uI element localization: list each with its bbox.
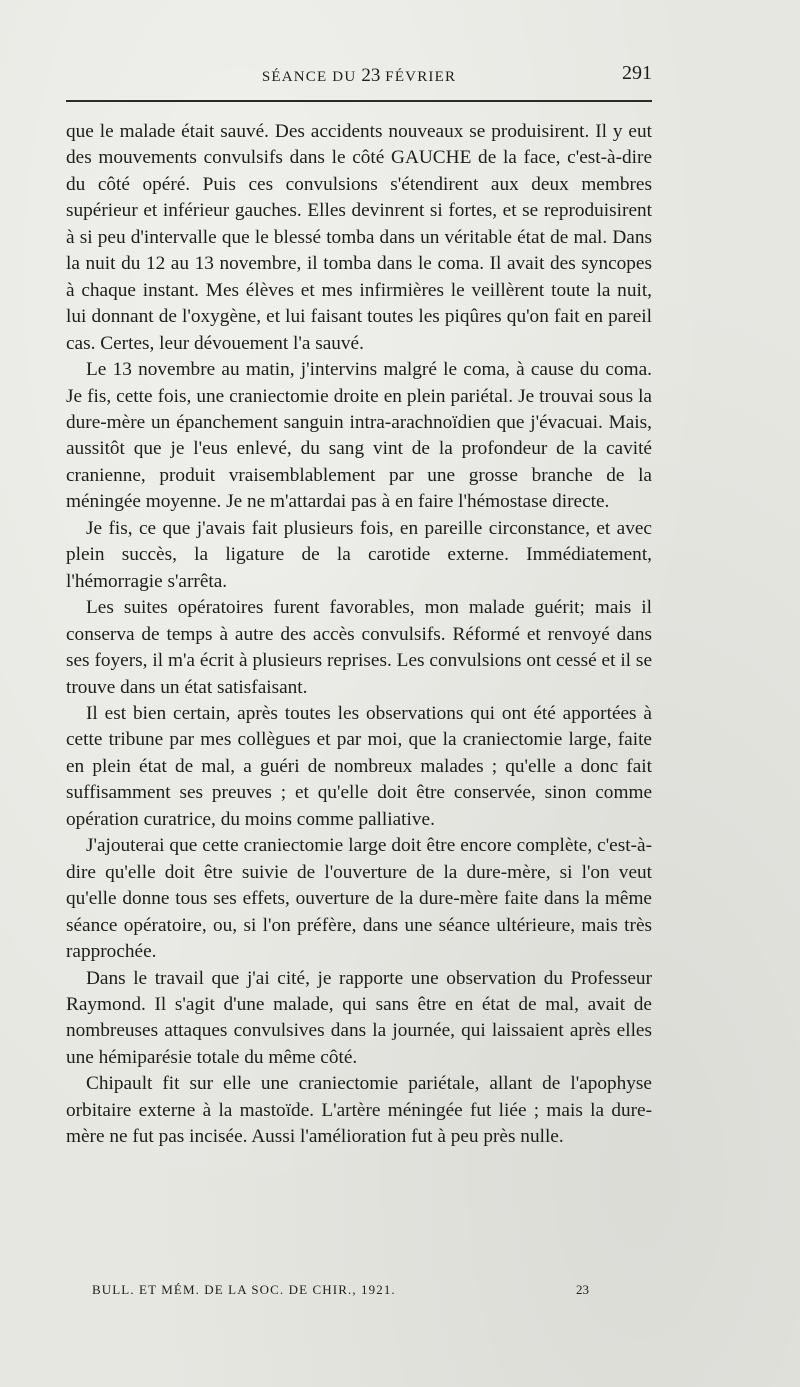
page-number: 291: [622, 62, 652, 84]
running-title-prefix: SÉANCE DU: [261, 69, 362, 85]
paragraph: J'ajouterai que cette craniectomie large doit être encore complète, c'est-à-dire qu'elle doit être suivie de l'ouverture de la dure-mère, si l'on veut qu'elle donne tous ses effets, ouverture de la dure-mère faite dans la même séance opératoire, ou, si l'on préfère, dans une séance ultérieure, mais très rapprochée.: [66, 835, 652, 963]
running-head: [66, 62, 652, 86]
running-title-day: 23: [361, 65, 381, 86]
paragraph: Les suites opératoires furent favorables, mon malade guérit; mais il conserva de temps à autre des accès convulsifs. Réformé et renvoyé dans ses foyers, il m'a écrit à plusieurs reprises. Les convulsions ont cessé et il se trouve dans un état satisfaisant.: [66, 597, 652, 698]
header-rule: [66, 100, 652, 102]
paragraph: que le malade était sauvé. Des accidents nouveaux se produisirent. Il y eut des mouvements convulsifs dans le côté GAUCHE de la face, c'est-à-dire du côté opéré. Puis ces convulsions s'étendirent aux deux membres supérieur et inférieur gauches. Elles devinrent si fortes, et se reproduisirent à si peu d'intervalle que le blessé tomba dans un véritable état de mal. Dans la nuit du 12 au 13 novembre, il tomba dans le coma. Il avait des syncopes à chaque instant. Mes élèves et mes infirmières le veillèrent toute la nuit, lui donnant de l'oxygène, et lui faisant toutes les piqûres qu'on fait en pareil cas. Certes, leur dévouement l'a sauvé.: [66, 121, 652, 354]
signature-line: [66, 1280, 652, 1300]
signature-number: 23: [576, 1282, 589, 1297]
running-title-month: FÉVRIER: [380, 69, 457, 85]
signature-text: BULL. ET MÉM. DE LA SOC. DE CHIR., 1921.: [92, 1282, 396, 1297]
paragraph: Il est bien certain, après toutes les observations qui ont été apportées à cette tribune par mes collègues et par moi, que la craniectomie large, faite en plein état de mal, a guéri de nombreux malades ; qu'elle a donc fait suffisamment ses preuves ; et qu'elle doit être conservée, sinon comme opération curatrice, du moins comme palliative.: [66, 702, 652, 830]
paragraph: Le 13 novembre au matin, j'intervins malgré le coma, à cause du coma. Je fis, cette fois, une craniectomie droite en plein pariétal. Je trouvai sous la dure-mère un épanchement sanguin intra-arachnoïdien que j'évacuai. Mais, aussitôt que je l'eus enlevé, du sang vint de la profondeur de la cavité cranienne, produit vraisemblablement par une grosse branche de la méningée moyenne. Je ne m'attardai pas à en faire l'hémostase directe.: [66, 359, 652, 513]
running-title: [66, 65, 652, 87]
paragraph: Dans le travail que j'ai cité, je rapporte une observation du Professeur Raymond. Il s'agit d'une malade, qui sans être en état de mal, avait de nombreuses attaques convulsives dans la journée, qui laissaient après elles une hémiparésie totale du même côté.: [66, 967, 652, 1068]
paragraph: Je fis, ce que j'avais fait plusieurs fois, en pareille circonstance, et avec plein succès, la ligature de la carotide externe. Immédiatement, l'hémorragie s'arrêta.: [66, 517, 652, 592]
body-text: [66, 119, 652, 1151]
paragraph: Chipault fit sur elle une craniectomie pariétale, allant de l'apophyse orbitaire externe à la mastoïde. L'artère méningée fut liée ; mais la dure-mère ne fut pas incisée. Aussi l'amélioration fut à peu près nulle.: [66, 1073, 652, 1148]
